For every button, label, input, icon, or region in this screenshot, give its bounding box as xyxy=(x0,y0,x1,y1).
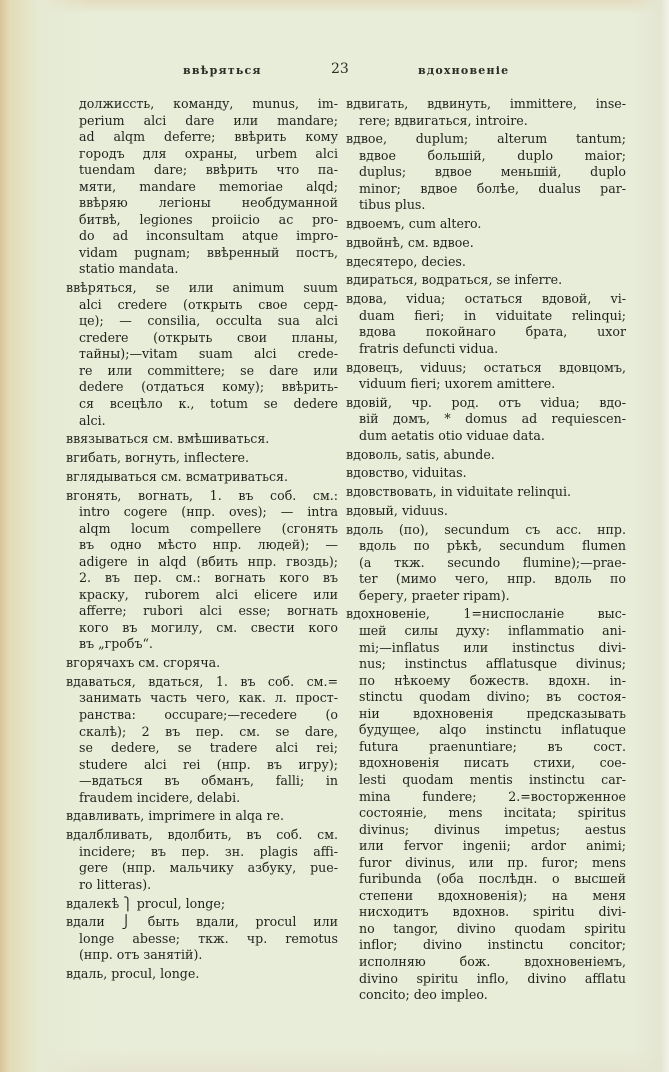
entry-line: вій домъ, * domus ad requiescen- xyxy=(359,411,626,427)
entry-line: rere; вдвигаться, introire. xyxy=(359,112,528,128)
entry-line: gere (нпр. мальчику азбуку, pue- xyxy=(79,860,338,876)
entry-line: це); — consilia, occulta sua alci xyxy=(79,313,338,329)
entry-line: stinctu quodam divino; въ состоя- xyxy=(359,689,626,705)
entry-line: вдова покойнаго брата, uxor xyxy=(359,324,626,340)
entry-line: ся всецѣло к., totum se dedere xyxy=(79,396,338,412)
dictionary-entry xyxy=(346,254,626,271)
entry-line: furibunda (оба послѣдн. о высшей xyxy=(359,871,626,887)
entry-line: alci. xyxy=(79,412,106,428)
right-column xyxy=(346,96,626,1006)
entry-headline: вдаль, procul, longe. xyxy=(66,966,200,982)
entry-line: городъ для охраны, urbem alci xyxy=(79,145,338,161)
entry-line: ввѣряю легіоны необдуманной xyxy=(79,195,338,211)
entry-headline: вдовый, viduus. xyxy=(346,502,448,518)
entry-headline: вдалбливать, вдолбить, въ соб. см. xyxy=(66,827,338,843)
entry-line: вдвое большій, duplo maior; xyxy=(359,147,626,163)
entry-line: скалѣ); 2 въ пер. см. se dare, xyxy=(79,723,338,739)
entry-line: битвѣ, legiones proiicio ac pro- xyxy=(79,211,338,227)
entry-line: вдохновенія писать стихи, coe- xyxy=(359,755,626,771)
entry-line: по нѣкоему божеств. вдохн. in- xyxy=(359,672,626,688)
entry-headline: вдоль (по), secundum съ acc. нпр. xyxy=(346,521,626,537)
entry-headline: ввѣряться, se или animum suum xyxy=(66,280,338,296)
entry-line: afferre; rubori alci esse; вогнать xyxy=(79,603,338,619)
entry-headline: вгорячахъ см. сгоряча. xyxy=(66,655,221,671)
entry-headline: вдвоемъ, cum altero. xyxy=(346,216,482,232)
entry-line: adigere in alqd (вбить нпр. гвоздь); xyxy=(79,553,338,569)
entry-line: tuendam dare; ввѣрить что па- xyxy=(79,162,338,178)
dictionary-entry xyxy=(66,966,338,983)
entry-line: alci credere (открыть свое серд- xyxy=(79,296,338,312)
entry-line: divino spiritu inflo, divino afflatu xyxy=(359,970,626,986)
entry-line: ad alqm deferre; ввѣрить кому xyxy=(79,129,338,145)
entry-line: (а ткж. secundo flumine);—prae- xyxy=(359,554,626,570)
page-number: 23 xyxy=(331,61,349,77)
entry-line: въ „гробъ“. xyxy=(79,636,153,652)
entry-line: берегу, praeter ripam). xyxy=(359,587,510,603)
entry-headline: вдавливать, imprimere in alqa re. xyxy=(66,808,284,824)
entry-headline: вдовствовать, in viduitate relinqui. xyxy=(346,484,572,500)
entry-line: степени вдохновенія); на меня xyxy=(359,887,626,903)
entry-line: исполняю бож. вдохновеніемъ, xyxy=(359,953,626,969)
entry-headline: вдовій, чр. род. отъ vidua; вдо- xyxy=(346,394,626,410)
entry-line: tibus plus. xyxy=(359,197,426,213)
entry-line: futura praenuntiare; въ сост. xyxy=(359,738,626,754)
entry-line: —вдаться въ обманъ, falli; in xyxy=(79,773,338,789)
dictionary-entry xyxy=(346,96,626,129)
entry-line: fratris defuncti vidua. xyxy=(359,340,499,356)
entry-headline: вдовецъ, viduus; остаться вдовцомъ, xyxy=(346,359,626,375)
entry-line: ніи вдохновенія предсказывать xyxy=(359,705,626,721)
dictionary-entry xyxy=(66,431,338,448)
entry-line: inflor; divino instinctu concitor; xyxy=(359,937,626,953)
entry-headline: вгибать, вогнуть, inflectere. xyxy=(66,450,249,466)
dictionary-entry xyxy=(346,235,626,252)
entry-line: (нпр. отъ занятій). xyxy=(79,947,203,963)
entry-headline: вдаваться, вдаться, 1. въ соб. см.= xyxy=(66,673,338,689)
dictionary-entry xyxy=(346,360,626,393)
entry-line: duam fieri; in viduitate relinqui; xyxy=(359,307,626,323)
entry-line: тайны);—vitam suam alci crede- xyxy=(79,346,338,362)
entry-line: minor; вдвое болѣе, dualus par- xyxy=(359,180,626,196)
entry-line: studere alci rei (нпр. въ игру); xyxy=(79,756,338,772)
entry-line: perium alci dare или mandare; xyxy=(79,112,338,128)
entry-line: fraudem incidere, delabi. xyxy=(79,789,241,805)
entry-line: нисходитъ вдохнов. spiritu divi- xyxy=(359,904,626,920)
dictionary-entry xyxy=(346,395,626,445)
dictionary-entry xyxy=(66,914,338,964)
entry-line: intro cogere (нпр. oves); — intra xyxy=(79,504,338,520)
dictionary-entry xyxy=(66,488,338,653)
left-column xyxy=(66,96,338,985)
entry-line: concito; deo impleo. xyxy=(359,987,488,1003)
entry-line: alqm locum compellere (сгонять xyxy=(79,520,338,536)
dictionary-entry xyxy=(346,291,626,357)
entry-line: кого въ могилу, см. свести кого xyxy=(79,619,338,635)
dictionary-entry xyxy=(66,450,338,467)
entry-line: longe abesse; ткж. чр. remotus xyxy=(79,930,338,946)
entry-line: будущее, alqo instinctu inflatuque xyxy=(359,722,626,738)
entry-headline: вдвигать, вдвинуть, immittere, inse- xyxy=(346,96,626,111)
entry-line: lesti quodam mentis instinctu car- xyxy=(359,771,626,787)
entry-line: шей силы духу: inflammatio ani- xyxy=(359,623,626,639)
dictionary-entry xyxy=(346,272,626,289)
entry-headline: вдвойнѣ, см. вдвое. xyxy=(346,234,474,250)
entry-line: dedere (отдаться кому); ввѣрить- xyxy=(79,379,338,395)
entry-headline: вдвое, duplum; alterum tantum; xyxy=(346,131,626,147)
entry-line: вдоль по рѣкѣ, secundum flumen xyxy=(359,538,626,554)
entry-line: ter (мимо чего, нпр. вдоль по xyxy=(359,571,626,587)
entry-line: furor divinus, или пр. furor; mens xyxy=(359,854,626,870)
entry-headline: вдоволь, satis, abunde. xyxy=(346,446,495,462)
entry-line: nus; instinctus afflatusque divinus; xyxy=(359,656,626,672)
dictionary-entry xyxy=(66,655,338,672)
entry-line: statio mandata. xyxy=(79,261,179,277)
entry-headline: вдова, vidua; остаться вдовой, vi- xyxy=(346,291,626,307)
entry-line: duplus; вдвое меньшій, duplo xyxy=(359,164,626,180)
entry-line: re или committere; se dare или xyxy=(79,362,338,378)
entry-line: краску, ruborem alci elicere или xyxy=(79,586,338,602)
entry-line: 2. въ пер. см.: вогнать кого въ xyxy=(79,570,338,586)
dictionary-entry xyxy=(346,465,626,482)
entry-line: mina fundere; 2.=восторженное xyxy=(359,788,626,804)
entry-line: состояніе, mens incitata; spiritus xyxy=(359,805,626,821)
dictionary-entry xyxy=(66,469,338,486)
dictionary-entry xyxy=(346,484,626,501)
left-guideword: ввѣряться xyxy=(183,64,262,77)
dictionary-entry xyxy=(66,674,338,806)
entry-line: должиссть, команду, munus, im- xyxy=(79,96,338,111)
dictionary-entry xyxy=(66,96,338,278)
entry-line: ro litteras). xyxy=(79,876,152,892)
dictionary-entry xyxy=(346,131,626,214)
entry-headline: вгонять, вогнать, 1. въ соб. см.: xyxy=(66,487,338,503)
entry-headline: вдалекѣ ⎫ procul, longe; xyxy=(66,895,226,911)
entry-line: или fervor ingenii; ardor animi; xyxy=(359,838,626,854)
entry-line: мяти, mandare memoriae alqd; xyxy=(79,178,338,194)
entry-headline: ввязываться см. вмѣшиваться. xyxy=(66,431,270,447)
dictionary-entry xyxy=(346,606,626,1003)
entry-line: incidere; въ пер. зн. plagis affi- xyxy=(79,843,338,859)
entry-line: divinus; divinus impetus; aestus xyxy=(359,821,626,837)
entry-headline: вглядываться см. всматриваться. xyxy=(66,468,288,484)
entry-line: credere (открыть свои планы, xyxy=(79,329,338,345)
right-guideword: вдохновеніе xyxy=(418,64,510,77)
dictionary-entry xyxy=(66,827,338,893)
entry-line: въ одно мѣсто нпр. людей); — xyxy=(79,537,338,553)
dictionary-entry xyxy=(66,280,338,429)
dictionary-entry xyxy=(346,216,626,233)
entry-line: dum aetatis otio viduae data. xyxy=(359,427,545,443)
entry-line: do ad inconsultam atque impro- xyxy=(79,228,338,244)
entry-line: mi;—inflatus или instinctus divi- xyxy=(359,639,626,655)
entry-line: no tangor, divino quodam spiritu xyxy=(359,920,626,936)
entry-line: se dedere, se tradere alci rei; xyxy=(79,740,338,756)
entry-headline: вдали ⎭ быть вдали, procul или xyxy=(66,914,338,930)
entry-headline: вдохновеніе, 1=ниспосланіе выс- xyxy=(346,606,626,622)
entry-headline: вдесятеро, decies. xyxy=(346,253,466,269)
entry-line: занимать часть чего, как. л. прост- xyxy=(79,690,338,706)
dictionary-entry xyxy=(66,896,338,913)
entry-headline: вдовство, viduitas. xyxy=(346,465,467,481)
entry-headline: вдираться, водраться, se inferre. xyxy=(346,272,563,288)
entry-line: viduum fieri; uxorem amittere. xyxy=(359,376,556,392)
entry-line: ранства: occupare;—recedere (о xyxy=(79,707,338,722)
dictionary-entry xyxy=(346,447,626,464)
dictionary-entry xyxy=(346,503,626,520)
entry-line: vidam pugnam; ввѣренный постъ, xyxy=(79,244,338,260)
dictionary-entry xyxy=(346,522,626,605)
dictionary-entry xyxy=(66,808,338,825)
